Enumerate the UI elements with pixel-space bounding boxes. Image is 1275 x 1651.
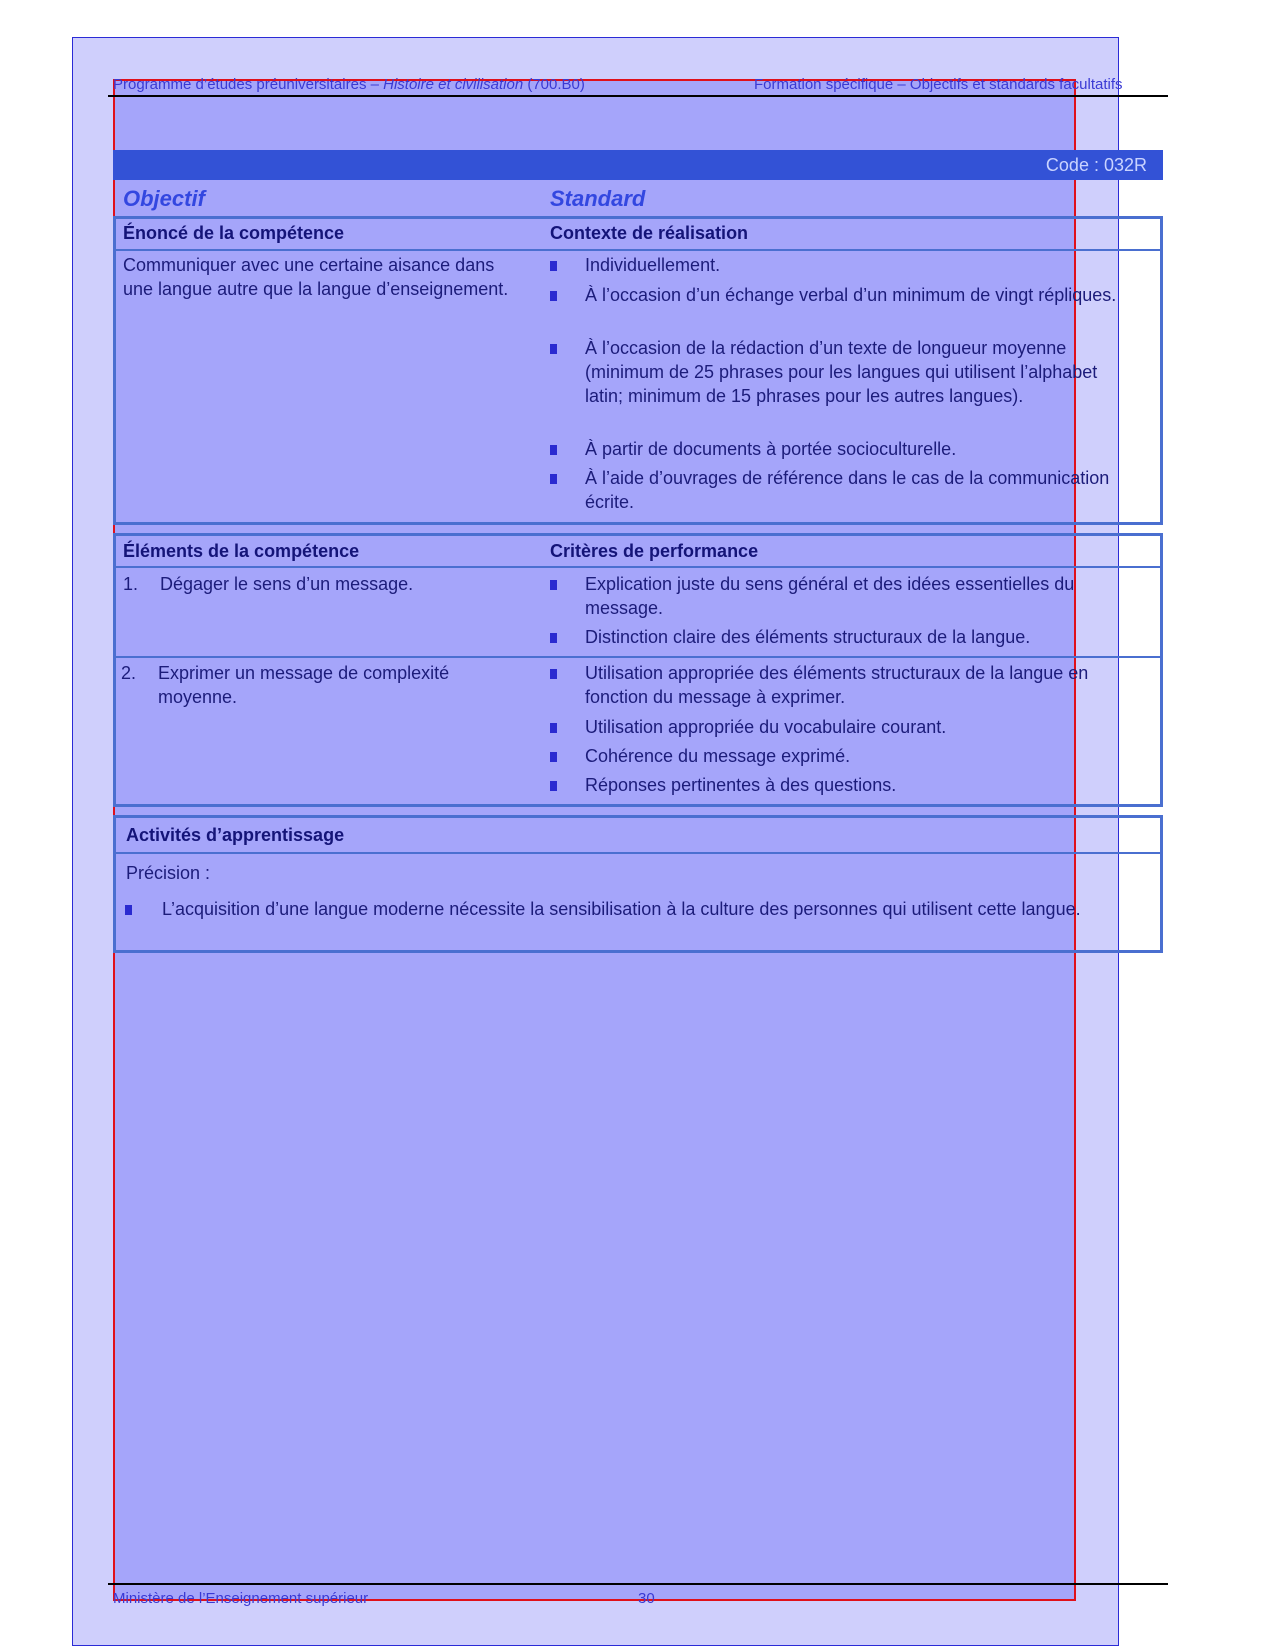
criteria-heading: Critères de performance	[550, 541, 759, 561]
context-item: À l’occasion de la rédaction d’un texte de longueur moyenne (minimum de 25 phrases pour les langues qui utilisent l’alphabet latin; minimum de 15 phrases pour les autres langues).	[585, 338, 1098, 406]
code-bar	[113, 150, 1163, 180]
footer-rule	[108, 1583, 1168, 1585]
criterion-item: Utilisation appropriée du vocabulaire courant.	[585, 717, 947, 737]
bullet-icon	[550, 261, 557, 271]
bullet-icon	[550, 474, 557, 484]
precision-label: Précision :	[126, 863, 211, 883]
criterion-item: Réponses pertinentes à des questions.	[585, 775, 897, 795]
element-text: Dégager le sens d’un message.	[160, 574, 414, 594]
bullet-icon	[550, 633, 557, 643]
page-number: 30	[638, 1590, 655, 1607]
header-program: Programme d’études préuniversitaires – Histoire et civilisation (700.B0)	[113, 76, 585, 93]
context-item: À partir de documents à portée socioculturelle.	[585, 439, 957, 459]
bullet-icon	[550, 752, 557, 762]
footer-ministry: Ministère de l’Enseignement supérieur	[113, 1590, 369, 1607]
bullet-icon	[550, 781, 557, 791]
statement-heading: Énoncé de la compétence	[123, 223, 345, 243]
criterion-item: Utilisation appropriée des éléments structuraux de la langue en fonction du message à exprimer.	[585, 663, 1089, 707]
elements-heading: Éléments de la compétence	[123, 541, 360, 561]
competency-statement: Communiquer avec une certaine aisance dans une langue autre que la langue d’enseignement.	[123, 255, 509, 299]
bullet-icon	[550, 580, 557, 590]
context-item: À l’occasion d’un échange verbal d’un minimum de vingt répliques.	[585, 285, 1117, 305]
context-item: À l’aide d’ouvrages de référence dans le cas de la communication écrite.	[585, 468, 1110, 512]
element-number: 1.	[123, 574, 139, 594]
bullet-icon	[550, 344, 557, 354]
bullet-icon	[550, 723, 557, 733]
criterion-item: Explication juste du sens général et des idées essentielles du message.	[585, 574, 1075, 618]
competency-code: Code : 032R	[1045, 155, 1147, 175]
column-title-objective: Objectif	[123, 186, 205, 211]
activities-heading: Activités d’apprentissage	[126, 825, 345, 845]
bullet-icon	[125, 905, 132, 915]
activity-item: L’acquisition d’une langue moderne nécessite la sensibilisation à la culture des personnes qui utilisent cette langue.	[162, 899, 1081, 919]
element-number: 2.	[121, 663, 137, 683]
bullet-icon	[550, 669, 557, 679]
criterion-item: Cohérence du message exprimé.	[585, 746, 851, 766]
bullet-icon	[550, 445, 557, 455]
criterion-item: Distinction claire des éléments structuraux de la langue.	[585, 627, 1031, 647]
header-rule	[108, 95, 1168, 97]
context-item: Individuellement.	[585, 255, 721, 275]
column-title-standard: Standard	[550, 186, 646, 211]
element-text: Exprimer un message de complexité moyenne.	[158, 663, 450, 707]
bullet-icon	[550, 291, 557, 301]
context-heading: Contexte de réalisation	[550, 223, 749, 243]
header-section: Formation spécifique – Objectifs et standards facultatifs	[754, 76, 1123, 93]
row-separator	[116, 656, 1160, 658]
